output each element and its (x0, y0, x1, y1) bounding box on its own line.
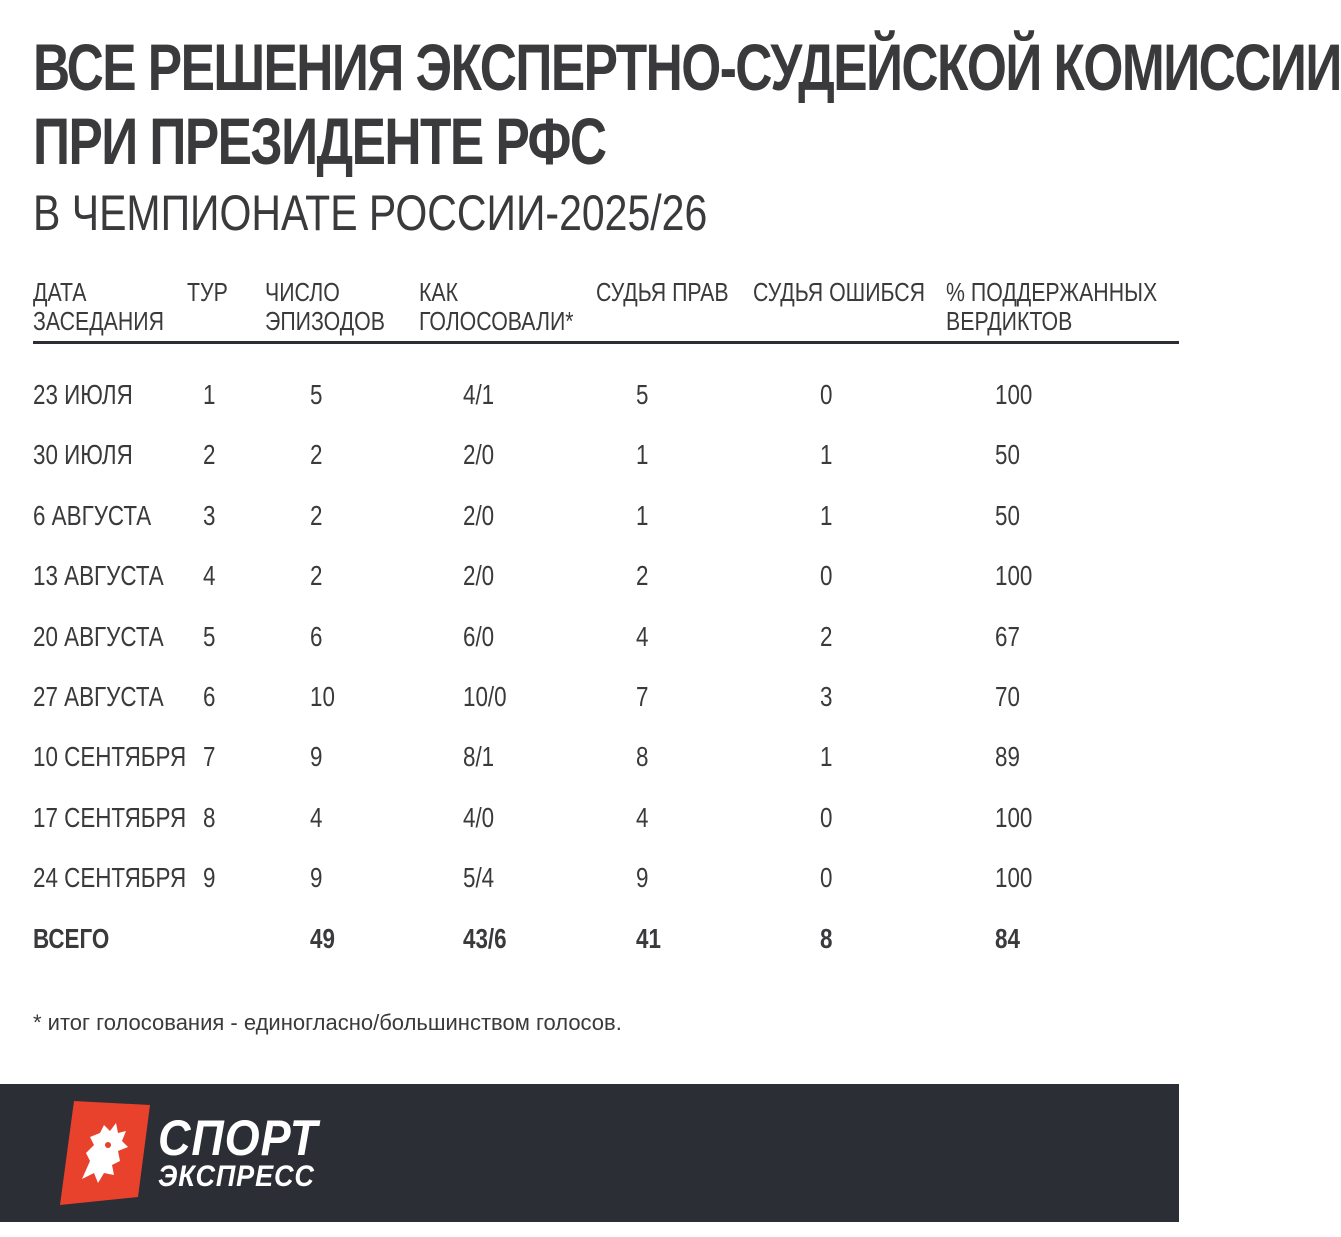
cell-referee-right: 5 (636, 379, 649, 410)
rooster-logo-icon (60, 1101, 150, 1205)
cell-referee-right: 4 (636, 802, 649, 833)
cell-episodes: 2 (310, 500, 323, 531)
table-row (0, 496, 1179, 536)
cell-votes: 4/0 (463, 802, 495, 833)
cell-round: 2 (203, 439, 216, 470)
header-date-line1: ДАТА (33, 277, 87, 307)
cell-supported-percent: 100 (995, 802, 1033, 833)
cell-round: 5 (203, 621, 216, 652)
table-header (0, 278, 1179, 340)
cell-date: 30 ИЮЛЯ (33, 439, 133, 470)
cell-date: 13 АВГУСТА (33, 560, 164, 591)
cell-referee-wrong: 0 (820, 862, 833, 893)
cell-referee-wrong: 0 (820, 802, 833, 833)
cell-votes: 4/1 (463, 379, 495, 410)
header-episodes-line1: ЧИСЛО (265, 277, 340, 307)
header-episodes (265, 278, 385, 336)
cell-referee-wrong: 3 (820, 681, 833, 712)
header-date-line2: ЗАСЕДАНИЯ (33, 306, 165, 336)
title-line-1: ВСЕ РЕШЕНИЯ ЭКСПЕРТНО-СУДЕЙСКОЙ КОМИССИИ (33, 30, 1341, 104)
cell-supported-percent: 70 (995, 681, 1020, 712)
cell-episodes: 2 (310, 560, 323, 591)
cell-referee-right: 41 (636, 923, 661, 954)
cell-date: 24 СЕНТЯБРЯ (33, 862, 187, 893)
cell-referee-wrong: 2 (820, 621, 833, 652)
cell-round: 3 (203, 500, 216, 531)
cell-date: 20 АВГУСТА (33, 621, 164, 652)
cell-referee-right: 8 (636, 741, 649, 772)
cell-referee-wrong: 1 (820, 500, 833, 531)
cell-round: 1 (203, 379, 216, 410)
header-round (187, 278, 228, 307)
cell-round: 4 (203, 560, 216, 591)
cell-date: ВСЕГО (33, 923, 110, 954)
cell-episodes: 9 (310, 862, 323, 893)
cell-date: 27 АВГУСТА (33, 681, 164, 712)
cell-supported-percent: 67 (995, 621, 1020, 652)
table-row (0, 677, 1179, 717)
cell-date: 6 АВГУСТА (33, 500, 152, 531)
cell-round: 6 (203, 681, 216, 712)
cell-votes: 5/4 (463, 862, 495, 893)
cell-round: 9 (203, 862, 216, 893)
cell-votes: 2/0 (463, 500, 495, 531)
table-row (0, 617, 1179, 657)
logo-line-2: ЭКСПРЕСС (158, 1160, 315, 1193)
cell-referee-right: 1 (636, 500, 649, 531)
header-referee-right (596, 278, 729, 307)
cell-date: 17 СЕНТЯБРЯ (33, 802, 187, 833)
table-row (0, 375, 1179, 415)
cell-referee-wrong: 0 (820, 379, 833, 410)
cell-episodes: 10 (310, 681, 335, 712)
table-row (0, 435, 1179, 475)
header-votes-line1: КАК (419, 277, 459, 307)
table-row (0, 858, 1179, 898)
header-votes-line2: ГОЛОСОВАЛИ* (419, 306, 574, 336)
cell-referee-right: 4 (636, 621, 649, 652)
cell-episodes: 9 (310, 741, 323, 772)
cell-episodes: 4 (310, 802, 323, 833)
header-round-line1: ТУР (187, 277, 228, 307)
title-line-2: ПРИ ПРЕЗИДЕНТЕ РФС (33, 104, 606, 178)
cell-episodes: 6 (310, 621, 323, 652)
page-subtitle: В ЧЕМПИОНАТЕ РОССИИ-2025/26 (33, 185, 708, 241)
cell-supported-percent: 50 (995, 500, 1020, 531)
table-row (0, 737, 1179, 777)
cell-supported-percent: 100 (995, 560, 1033, 591)
cell-votes: 10/0 (463, 681, 507, 712)
cell-votes: 2/0 (463, 560, 495, 591)
cell-episodes: 49 (310, 923, 335, 954)
page-title (33, 30, 1341, 178)
logo-wordmark (158, 1110, 319, 1193)
cell-supported-percent: 84 (995, 923, 1020, 954)
header-referee-wrong-line1: СУДЬЯ ОШИБСЯ (753, 277, 926, 307)
table-total-row (0, 919, 1179, 959)
header-votes (419, 278, 574, 336)
cell-referee-right: 9 (636, 862, 649, 893)
cell-round: 8 (203, 802, 216, 833)
cell-votes: 2/0 (463, 439, 495, 470)
header-referee-wrong (753, 278, 925, 307)
cell-referee-wrong: 1 (820, 439, 833, 470)
cell-round: 7 (203, 741, 216, 772)
cell-referee-wrong: 0 (820, 560, 833, 591)
cell-referee-wrong: 8 (820, 923, 833, 954)
cell-votes: 6/0 (463, 621, 495, 652)
header-supported-percent-line1: % ПОДДЕРЖАННЫХ (946, 277, 1158, 307)
cell-episodes: 5 (310, 379, 323, 410)
table-row (0, 556, 1179, 596)
footnote: * итог голосования - единогласно/большинством голосов. (33, 1010, 622, 1035)
logo-line-1: СПОРТ (158, 1110, 319, 1166)
header-episodes-line2: ЭПИЗОДОВ (265, 306, 385, 336)
cell-votes: 43/6 (463, 923, 507, 954)
cell-referee-right: 7 (636, 681, 649, 712)
header-divider (33, 341, 1179, 344)
header-supported-percent-line2: ВЕРДИКТОВ (946, 306, 1073, 336)
cell-episodes: 2 (310, 439, 323, 470)
cell-date: 23 ИЮЛЯ (33, 379, 133, 410)
cell-referee-right: 1 (636, 439, 649, 470)
cell-date: 10 СЕНТЯБРЯ (33, 741, 187, 772)
table-row (0, 798, 1179, 838)
cell-votes: 8/1 (463, 741, 495, 772)
cell-referee-wrong: 1 (820, 741, 833, 772)
cell-supported-percent: 100 (995, 862, 1033, 893)
cell-supported-percent: 50 (995, 439, 1020, 470)
header-supported-percent (946, 278, 1157, 336)
cell-supported-percent: 89 (995, 741, 1020, 772)
header-date (33, 278, 164, 336)
header-referee-right-line1: СУДЬЯ ПРАВ (596, 277, 729, 307)
cell-referee-right: 2 (636, 560, 649, 591)
cell-supported-percent: 100 (995, 379, 1033, 410)
